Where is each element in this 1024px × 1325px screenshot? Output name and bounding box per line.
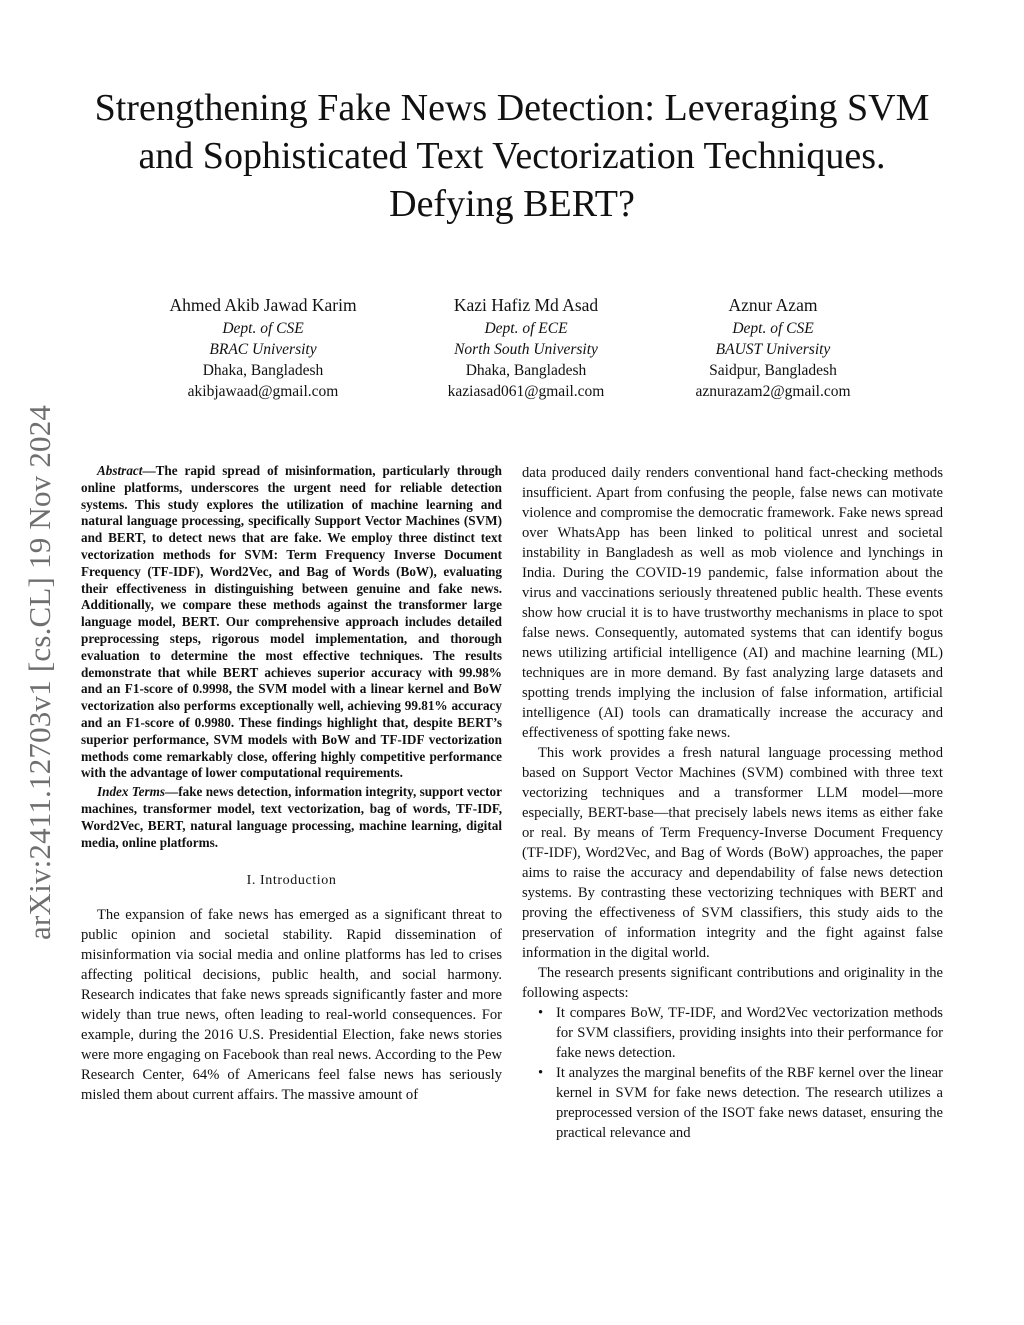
author-3 [643,293,903,402]
index-terms [81,784,502,851]
intro-paragraph-1-continued: data produced daily renders conventional hand fact-checking methods insufficient. Apart from confusing the people, false news can motivate violence and compromise the democratic framework. Fake news spread over WhatsApp has been linked to political unrest and societal instability in Bangladesh as well as mob violence and lynchings in India. During the COVID-19 pandemic, false information about the virus and vaccinations seriously threatened public health. These events show how crucial it is to have trustworthy mechanisms in place to spot false news. Consequently, automated systems that can identify bogus news utilizing artificial intelligence (AI) and machine learning (ML) techniques are in more demand. By fast analyzing large datasets and spotting trends implying the inclusion of false information, artificial intelligence (AI) tools can dramatically increase the accuracy and effectiveness of spotting fake news. [522,465,943,741]
list-item-text: It compares BoW, TF-IDF, and Word2Vec vectorization methods for SVM classifiers, providing insights into their performance for fake news detection. [556,1005,943,1061]
author-email: aznurazam2@gmail.com [695,383,851,400]
intro-paragraph-1: The expansion of fake news has emerged as a significant threat to public opinion and societal stability. Rapid dissemination of misinformation via social media and online platforms has led to crises affecting political decisions, public health, and social harmony. Research indicates that fake news spreads significantly faster and more widely than true news, often leading to real-world consequences. For example, during the 2016 U.S. Presidential Election, fake news stories were more engaging on Facebook than real news. According to the Pew Research Center, 64% of Americans feel false news has seriously misled them about current affairs. The massive amount of [81,907,502,1104]
author-name: Kazi Hafiz Md Asad [453,295,599,315]
author-2 [396,293,656,402]
arxiv-identifier: arXiv:2411.12703v1 [cs.CL] 19 Nov 2024 [22,404,57,940]
author-1 [133,293,393,402]
contributions-list [522,1003,943,1143]
author-university: North South University [454,341,598,358]
author-name: Aznur Azam [728,295,818,315]
bullet-icon: • [538,1005,544,1021]
author-dept: Dept. of CSE [732,320,814,337]
author-email: akibjawaad@gmail.com [187,383,339,400]
section-heading-introduction: I. Introduction [246,873,337,889]
list-item-text: It analyzes the marginal benefits of the RBF kernel over the linear kernel in SVM for fake news detection. The research utilizes a preprocessed version of the ISOT fake news dataset, ensuring the practical relevance and [556,1065,943,1141]
abstract-label: Abstract [97,463,143,478]
left-column [81,463,502,1105]
paper-title: Strengthening Fake News Detection: Leveraging SVM and Sophisticated Text Vectorization Techniques. Defying BERT? [94,87,930,225]
intro-paragraph-2: This work provides a fresh natural language processing method based on Support Vector Machines (SVM) combined with three text vectorizing techniques and a transformer LLM model—more especially, BERT-base—that precisely labels news items as either fake or real. By means of Term Frequency-Inverse Document Frequency (TF-IDF), Word2Vec, and Bag of Words (BoW) approaches, the paper aims to raise the accuracy and dependability of false news detection systems. By contrasting these vectorizing techniques with BERT and proving the effectiveness of SVM classifiers, this study aids to the preservation of information integrity and the fight against false information in the digital world. [522,745,943,961]
intro-paragraph-3: The research presents significant contributions and originality in the following aspects: [522,965,943,1001]
abstract-text: —The rapid spread of misinformation, particularly through online platforms, underscores the urgent need for reliable detection systems. This study explores the utilization of machine learning and natural language processing, specifically Support Vector Machines (SVM) and BERT, to detect news that are fake. We employ three distinct text vectorization methods for SVM: Term Frequency Inverse Document Frequency (TF-IDF), Word2Vec, and Bag of Words (BoW), evaluating their effectiveness in distinguishing between genuine and fake news. Additionally, we compare these methods against the transformer large language model, BERT. Our comprehensive approach includes detailed preprocessing steps, rigorous model implementation, and thorough evaluation to determine the most effective techniques. The results demonstrate that while BERT achieves superior accuracy with 99.98% and an F1-score of 0.9998, the SVM model with a linear kernel and BoW vectorization also performs exceptionally well, achieving 99.81% accuracy and an F1-score of 0.9980. These findings highlight that, despite BERT’s superior performance, SVM models with BoW and TF-IDF vectorization methods come remarkably close, offering highly competitive performance with the advantage of lower computational requirements. [81,463,502,781]
author-location: Dhaka, Bangladesh [465,362,587,379]
list-item [522,1003,943,1063]
bullet-icon: • [538,1065,544,1081]
index-terms-label: Index Terms [97,784,166,800]
author-dept: Dept. of ECE [484,320,568,337]
author-university: BRAC University [209,341,317,358]
author-university: BAUST University [715,341,831,358]
author-location: Dhaka, Bangladesh [202,362,324,379]
author-dept: Dept. of CSE [222,320,304,337]
right-column [522,463,943,1143]
list-item [522,1063,943,1143]
author-location: Saidpur, Bangladesh [709,362,837,379]
author-email: kaziasad061@gmail.com [447,383,605,400]
abstract [81,463,502,782]
author-name: Ahmed Akib Jawad Karim [169,295,357,315]
index-terms-text: —fake news detection, information integrity, support vector machines, transformer model, text vectorization, bag of words, TF-IDF, Word2Vec, BERT, natural language processing, machine learning, digital media, online platforms. [81,784,503,850]
